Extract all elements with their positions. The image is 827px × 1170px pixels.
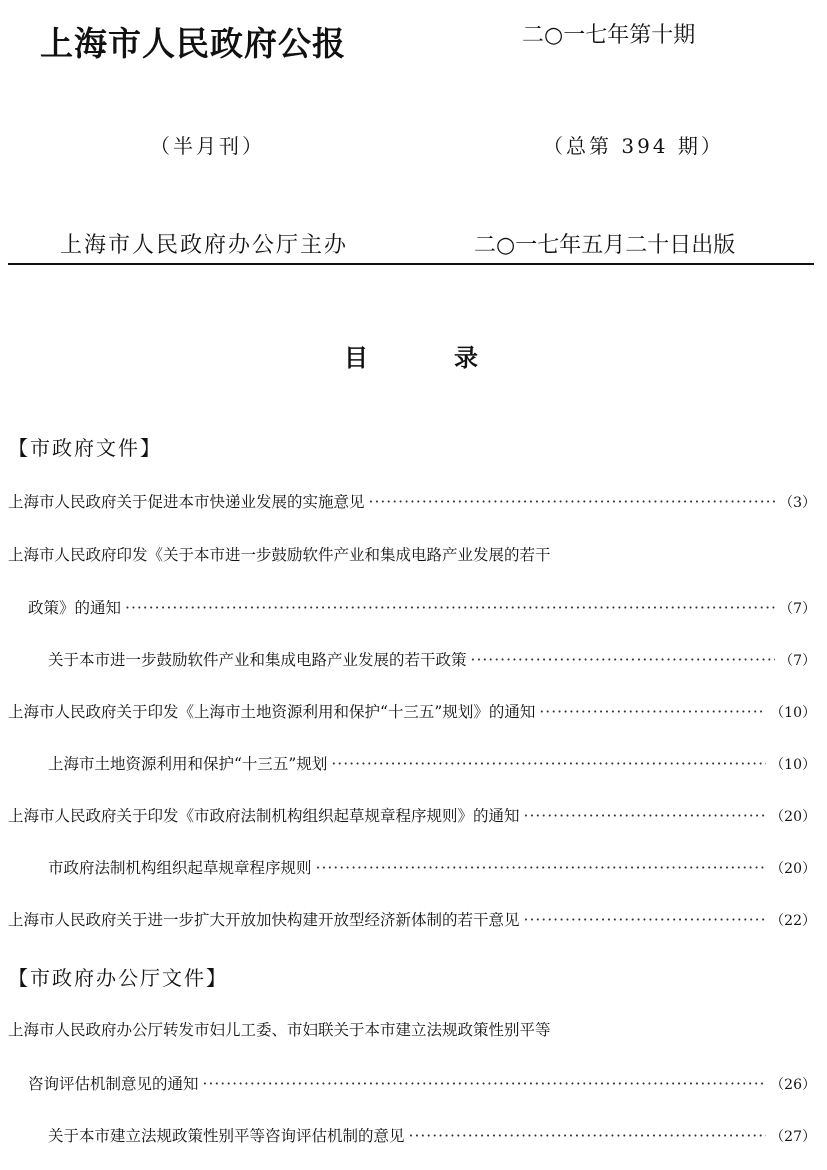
toc-entry[interactable]	[48, 1124, 816, 1146]
section-heading-municipal-government: 【市政府文件】	[8, 436, 162, 460]
toc-entry-page: （3）	[779, 495, 816, 511]
toc-entry-page: （10）	[770, 705, 816, 721]
toc-entry-page: （22）	[770, 913, 816, 929]
toc-entry-title: 咨询评估机制意见的通知	[28, 1075, 199, 1093]
toc-entry-title: 上海市人民政府关于进一步扩大开放加快构建开放型经济新体制的若干意见	[8, 911, 520, 929]
leader-dots	[409, 1127, 767, 1145]
leader-dots	[524, 807, 767, 825]
publication-frequency: （半月刊）	[150, 134, 265, 158]
toc-entry-title: 政策》的通知	[28, 599, 122, 617]
leader-dots	[524, 911, 767, 929]
toc-entry[interactable]	[48, 752, 816, 774]
toc-entry-title: 上海市人民政府关于印发《市政府法制机构组织起草规章程序规则》的通知	[8, 807, 520, 825]
toc-entry-title: 上海市土地资源利用和保护“十三五”规划	[48, 755, 328, 773]
toc-entry-page: （7）	[779, 653, 816, 669]
header-divider	[8, 263, 814, 265]
leader-dots	[316, 859, 767, 877]
toc-entry-page: （20）	[770, 861, 816, 877]
toc-entry-page: （7）	[779, 601, 816, 617]
toc-entry-title: 关于本市建立法规政策性别平等咨询评估机制的意见	[48, 1127, 405, 1145]
toc-entry-page: （27）	[770, 1129, 816, 1145]
toc-entry-page: （20）	[770, 809, 816, 825]
toc-entry[interactable]	[8, 700, 816, 722]
toc-entry[interactable]	[28, 1072, 816, 1094]
leader-dots	[331, 755, 766, 773]
toc-title	[344, 338, 478, 373]
leader-dots	[125, 599, 775, 617]
toc-entry-title: 上海市人民政府关于促进本市快递业发展的实施意见	[8, 493, 365, 511]
toc-title-char: 录	[454, 344, 478, 372]
journal-title: 上海市人民政府公报	[40, 24, 346, 63]
total-issue-number: （总第 394 期）	[543, 134, 724, 158]
toc-entry-title[interactable]: 上海市人民政府办公厅转发市妇儿工委、市妇联关于本市建立法规政策性别平等	[8, 1021, 551, 1039]
issue-number: 二○一七年第十期	[522, 23, 696, 48]
toc-entry[interactable]	[48, 648, 816, 670]
toc-entry[interactable]	[8, 490, 816, 512]
toc-entry-page: （10）	[770, 757, 816, 773]
toc-entry[interactable]	[8, 908, 816, 930]
toc-entry-title: 市政府法制机构组织起草规章程序规则	[48, 859, 312, 877]
publication-date: 二○一七年五月二十日出版	[474, 233, 736, 258]
toc-title-char: 目	[344, 344, 368, 372]
toc-entry-title: 关于本市进一步鼓励软件产业和集成电路产业发展的若干政策	[48, 651, 467, 669]
toc-entry[interactable]	[8, 804, 816, 826]
toc-entry-page: （26）	[770, 1077, 816, 1093]
section-heading-general-office: 【市政府办公厅文件】	[8, 966, 228, 990]
toc-entry[interactable]	[48, 856, 816, 878]
leader-dots	[203, 1075, 767, 1093]
sponsor: 上海市人民政府办公厅主办	[60, 233, 349, 258]
toc-entry-title: 上海市人民政府关于印发《上海市土地资源利用和保护“十三五”规划》的通知	[8, 703, 536, 721]
leader-dots	[471, 651, 776, 669]
leader-dots	[369, 493, 776, 511]
toc-entry-title[interactable]: 上海市人民政府印发《关于本市进一步鼓励软件产业和集成电路产业发展的若干	[8, 546, 551, 564]
leader-dots	[539, 703, 766, 721]
toc-entry[interactable]	[28, 596, 816, 618]
